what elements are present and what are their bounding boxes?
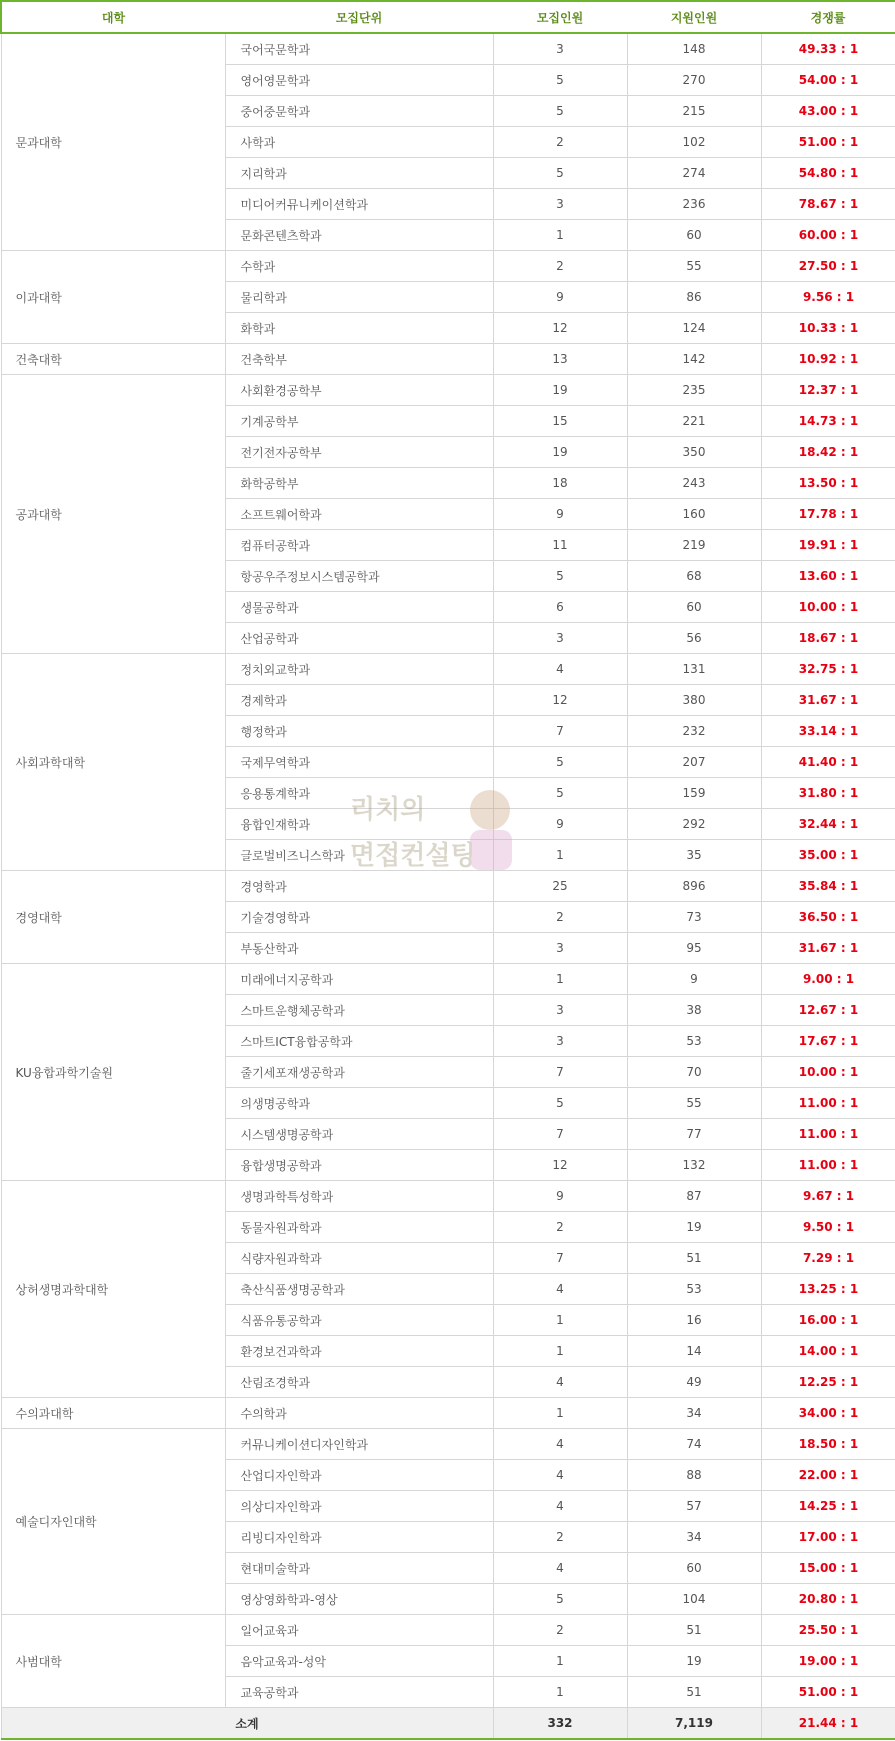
college-cell: 상허생명과학대학 bbox=[1, 1181, 225, 1398]
college-cell: 문과대학 bbox=[1, 33, 225, 251]
applicants-cell: 215 bbox=[627, 96, 761, 127]
applicants-cell: 34 bbox=[627, 1398, 761, 1429]
quota-cell: 9 bbox=[493, 282, 627, 313]
applicants-cell: 235 bbox=[627, 375, 761, 406]
ratio-cell: 17.78 : 1 bbox=[761, 499, 895, 530]
ratio-cell: 9.56 : 1 bbox=[761, 282, 895, 313]
quota-cell: 5 bbox=[493, 1584, 627, 1615]
quota-cell: 2 bbox=[493, 902, 627, 933]
quota-cell: 5 bbox=[493, 65, 627, 96]
unit-cell: 항공우주정보시스템공학과 bbox=[225, 561, 493, 592]
quota-cell: 1 bbox=[493, 964, 627, 995]
ratio-cell: 51.00 : 1 bbox=[761, 1677, 895, 1708]
ratio-cell: 19.91 : 1 bbox=[761, 530, 895, 561]
ratio-cell: 35.84 : 1 bbox=[761, 871, 895, 902]
ratio-cell: 18.42 : 1 bbox=[761, 437, 895, 468]
quota-cell: 11 bbox=[493, 530, 627, 561]
unit-cell: 미래에너지공학과 bbox=[225, 964, 493, 995]
unit-cell: 리빙디자인학과 bbox=[225, 1522, 493, 1553]
unit-cell: 전기전자공학부 bbox=[225, 437, 493, 468]
quota-cell: 2 bbox=[493, 1212, 627, 1243]
unit-cell: 산업디자인학과 bbox=[225, 1460, 493, 1491]
quota-cell: 7 bbox=[493, 1119, 627, 1150]
applicants-cell: 35 bbox=[627, 840, 761, 871]
unit-cell: 축산식품생명공학과 bbox=[225, 1274, 493, 1305]
college-cell: KU융합과학기술원 bbox=[1, 964, 225, 1181]
unit-cell: 일어교육과 bbox=[225, 1615, 493, 1646]
unit-cell: 융합생명공학과 bbox=[225, 1150, 493, 1181]
ratio-cell: 17.00 : 1 bbox=[761, 1522, 895, 1553]
quota-cell: 7 bbox=[493, 1243, 627, 1274]
college-cell: 경영대학 bbox=[1, 871, 225, 964]
applicants-cell: 87 bbox=[627, 1181, 761, 1212]
header-ratio: 경쟁률 bbox=[761, 1, 895, 33]
quota-cell: 4 bbox=[493, 1274, 627, 1305]
ratio-cell: 13.25 : 1 bbox=[761, 1274, 895, 1305]
quota-cell: 19 bbox=[493, 375, 627, 406]
applicants-cell: 49 bbox=[627, 1367, 761, 1398]
unit-cell: 교육공학과 bbox=[225, 1677, 493, 1708]
ratio-cell: 14.73 : 1 bbox=[761, 406, 895, 437]
applicants-cell: 132 bbox=[627, 1150, 761, 1181]
quota-cell: 1 bbox=[493, 1305, 627, 1336]
applicants-cell: 77 bbox=[627, 1119, 761, 1150]
applicants-cell: 88 bbox=[627, 1460, 761, 1491]
quota-cell: 9 bbox=[493, 499, 627, 530]
unit-cell: 국어국문학과 bbox=[225, 33, 493, 65]
quota-cell: 5 bbox=[493, 158, 627, 189]
ratio-cell: 35.00 : 1 bbox=[761, 840, 895, 871]
unit-cell: 환경보건과학과 bbox=[225, 1336, 493, 1367]
table-body bbox=[1, 33, 895, 1708]
applicants-cell: 55 bbox=[627, 251, 761, 282]
unit-cell: 기계공학부 bbox=[225, 406, 493, 437]
ratio-cell: 16.00 : 1 bbox=[761, 1305, 895, 1336]
applicants-cell: 270 bbox=[627, 65, 761, 96]
applicants-cell: 292 bbox=[627, 809, 761, 840]
applicants-cell: 73 bbox=[627, 902, 761, 933]
ratio-cell: 20.80 : 1 bbox=[761, 1584, 895, 1615]
quota-cell: 1 bbox=[493, 1677, 627, 1708]
quota-cell: 12 bbox=[493, 313, 627, 344]
unit-cell: 생물공학과 bbox=[225, 592, 493, 623]
ratio-cell: 9.00 : 1 bbox=[761, 964, 895, 995]
table-row bbox=[1, 33, 895, 65]
applicants-cell: 74 bbox=[627, 1429, 761, 1460]
table-row bbox=[1, 964, 895, 995]
applicants-cell: 219 bbox=[627, 530, 761, 561]
applicants-cell: 53 bbox=[627, 1026, 761, 1057]
unit-cell: 중어중문학과 bbox=[225, 96, 493, 127]
applicants-cell: 70 bbox=[627, 1057, 761, 1088]
ratio-cell: 12.67 : 1 bbox=[761, 995, 895, 1026]
header-row bbox=[1, 1, 895, 33]
ratio-cell: 51.00 : 1 bbox=[761, 127, 895, 158]
quota-cell: 2 bbox=[493, 251, 627, 282]
table-row bbox=[1, 375, 895, 406]
quota-cell: 5 bbox=[493, 747, 627, 778]
unit-cell: 생명과학특성학과 bbox=[225, 1181, 493, 1212]
ratio-cell: 13.50 : 1 bbox=[761, 468, 895, 499]
unit-cell: 현대미술학과 bbox=[225, 1553, 493, 1584]
total-applicants: 7,119 bbox=[627, 1708, 761, 1740]
unit-cell: 산업공학과 bbox=[225, 623, 493, 654]
ratio-cell: 60.00 : 1 bbox=[761, 220, 895, 251]
unit-cell: 정치외교학과 bbox=[225, 654, 493, 685]
college-cell: 건축대학 bbox=[1, 344, 225, 375]
unit-cell: 경영학과 bbox=[225, 871, 493, 902]
unit-cell: 화학공학부 bbox=[225, 468, 493, 499]
ratio-cell: 17.67 : 1 bbox=[761, 1026, 895, 1057]
ratio-cell: 34.00 : 1 bbox=[761, 1398, 895, 1429]
unit-cell: 문화콘텐츠학과 bbox=[225, 220, 493, 251]
applicants-cell: 51 bbox=[627, 1677, 761, 1708]
ratio-cell: 49.33 : 1 bbox=[761, 33, 895, 65]
unit-cell: 산림조경학과 bbox=[225, 1367, 493, 1398]
unit-cell: 식품유통공학과 bbox=[225, 1305, 493, 1336]
total-ratio: 21.44 : 1 bbox=[761, 1708, 895, 1740]
applicants-cell: 102 bbox=[627, 127, 761, 158]
quota-cell: 25 bbox=[493, 871, 627, 902]
unit-cell: 행정학과 bbox=[225, 716, 493, 747]
unit-cell: 화학과 bbox=[225, 313, 493, 344]
ratio-cell: 33.14 : 1 bbox=[761, 716, 895, 747]
applicants-cell: 350 bbox=[627, 437, 761, 468]
applicants-cell: 221 bbox=[627, 406, 761, 437]
quota-cell: 5 bbox=[493, 778, 627, 809]
unit-cell: 국제무역학과 bbox=[225, 747, 493, 778]
quota-cell: 5 bbox=[493, 1088, 627, 1119]
college-cell: 사범대학 bbox=[1, 1615, 225, 1708]
table-footer bbox=[1, 1708, 895, 1740]
ratio-cell: 54.80 : 1 bbox=[761, 158, 895, 189]
quota-cell: 5 bbox=[493, 96, 627, 127]
quota-cell: 2 bbox=[493, 1615, 627, 1646]
applicants-cell: 142 bbox=[627, 344, 761, 375]
unit-cell: 수의학과 bbox=[225, 1398, 493, 1429]
applicants-cell: 53 bbox=[627, 1274, 761, 1305]
unit-cell: 미디어커뮤니케이션학과 bbox=[225, 189, 493, 220]
applicants-cell: 55 bbox=[627, 1088, 761, 1119]
quota-cell: 13 bbox=[493, 344, 627, 375]
applicants-cell: 131 bbox=[627, 654, 761, 685]
table-row bbox=[1, 1615, 895, 1646]
ratio-cell: 41.40 : 1 bbox=[761, 747, 895, 778]
ratio-cell: 31.80 : 1 bbox=[761, 778, 895, 809]
ratio-cell: 11.00 : 1 bbox=[761, 1088, 895, 1119]
ratio-cell: 13.60 : 1 bbox=[761, 561, 895, 592]
unit-cell: 의상디자인학과 bbox=[225, 1491, 493, 1522]
total-row bbox=[1, 1708, 895, 1740]
applicants-cell: 19 bbox=[627, 1212, 761, 1243]
unit-cell: 영어영문학과 bbox=[225, 65, 493, 96]
quota-cell: 3 bbox=[493, 623, 627, 654]
unit-cell: 응용통계학과 bbox=[225, 778, 493, 809]
quota-cell: 2 bbox=[493, 1522, 627, 1553]
applicants-cell: 207 bbox=[627, 747, 761, 778]
table-header bbox=[1, 1, 895, 33]
quota-cell: 4 bbox=[493, 1491, 627, 1522]
unit-cell: 스마트운행체공학과 bbox=[225, 995, 493, 1026]
ratio-cell: 32.44 : 1 bbox=[761, 809, 895, 840]
applicants-cell: 274 bbox=[627, 158, 761, 189]
quota-cell: 15 bbox=[493, 406, 627, 437]
unit-cell: 영상영화학과-영상 bbox=[225, 1584, 493, 1615]
unit-cell: 물리학과 bbox=[225, 282, 493, 313]
total-quota: 332 bbox=[493, 1708, 627, 1740]
quota-cell: 1 bbox=[493, 1336, 627, 1367]
quota-cell: 9 bbox=[493, 1181, 627, 1212]
applicants-cell: 160 bbox=[627, 499, 761, 530]
unit-cell: 부동산학과 bbox=[225, 933, 493, 964]
unit-cell: 수학과 bbox=[225, 251, 493, 282]
ratio-cell: 27.50 : 1 bbox=[761, 251, 895, 282]
unit-cell: 커뮤니케이션디자인학과 bbox=[225, 1429, 493, 1460]
applicants-cell: 124 bbox=[627, 313, 761, 344]
unit-cell: 의생명공학과 bbox=[225, 1088, 493, 1119]
applicants-cell: 9 bbox=[627, 964, 761, 995]
ratio-cell: 10.00 : 1 bbox=[761, 1057, 895, 1088]
applicants-cell: 51 bbox=[627, 1615, 761, 1646]
header-quota: 모집인원 bbox=[493, 1, 627, 33]
unit-cell: 식량자원과학과 bbox=[225, 1243, 493, 1274]
applicants-cell: 60 bbox=[627, 220, 761, 251]
quota-cell: 12 bbox=[493, 1150, 627, 1181]
header-unit: 모집단위 bbox=[225, 1, 493, 33]
ratio-cell: 31.67 : 1 bbox=[761, 933, 895, 964]
table-row bbox=[1, 1398, 895, 1429]
applicants-cell: 56 bbox=[627, 623, 761, 654]
college-cell: 예술디자인대학 bbox=[1, 1429, 225, 1615]
header-college: 대학 bbox=[1, 1, 225, 33]
applicants-cell: 38 bbox=[627, 995, 761, 1026]
ratio-cell: 18.50 : 1 bbox=[761, 1429, 895, 1460]
quota-cell: 3 bbox=[493, 33, 627, 65]
ratio-cell: 36.50 : 1 bbox=[761, 902, 895, 933]
ratio-cell: 10.92 : 1 bbox=[761, 344, 895, 375]
applicants-cell: 60 bbox=[627, 592, 761, 623]
unit-cell: 경제학과 bbox=[225, 685, 493, 716]
applicants-cell: 95 bbox=[627, 933, 761, 964]
quota-cell: 7 bbox=[493, 716, 627, 747]
ratio-cell: 7.29 : 1 bbox=[761, 1243, 895, 1274]
applicants-cell: 68 bbox=[627, 561, 761, 592]
ratio-cell: 10.33 : 1 bbox=[761, 313, 895, 344]
quota-cell: 4 bbox=[493, 654, 627, 685]
ratio-cell: 15.00 : 1 bbox=[761, 1553, 895, 1584]
ratio-cell: 11.00 : 1 bbox=[761, 1150, 895, 1181]
table-row bbox=[1, 344, 895, 375]
ratio-cell: 32.75 : 1 bbox=[761, 654, 895, 685]
ratio-cell: 9.67 : 1 bbox=[761, 1181, 895, 1212]
applicants-cell: 86 bbox=[627, 282, 761, 313]
quota-cell: 4 bbox=[493, 1367, 627, 1398]
ratio-cell: 22.00 : 1 bbox=[761, 1460, 895, 1491]
quota-cell: 1 bbox=[493, 840, 627, 871]
applicants-cell: 148 bbox=[627, 33, 761, 65]
ratio-cell: 78.67 : 1 bbox=[761, 189, 895, 220]
applicants-cell: 159 bbox=[627, 778, 761, 809]
applicants-cell: 51 bbox=[627, 1243, 761, 1274]
ratio-cell: 10.00 : 1 bbox=[761, 592, 895, 623]
quota-cell: 3 bbox=[493, 189, 627, 220]
table-row bbox=[1, 1181, 895, 1212]
ratio-cell: 19.00 : 1 bbox=[761, 1646, 895, 1677]
applicants-cell: 57 bbox=[627, 1491, 761, 1522]
quota-cell: 5 bbox=[493, 561, 627, 592]
quota-cell: 4 bbox=[493, 1429, 627, 1460]
unit-cell: 지리학과 bbox=[225, 158, 493, 189]
unit-cell: 시스템생명공학과 bbox=[225, 1119, 493, 1150]
college-cell: 수의과대학 bbox=[1, 1398, 225, 1429]
unit-cell: 음악교육과-성악 bbox=[225, 1646, 493, 1677]
ratio-cell: 43.00 : 1 bbox=[761, 96, 895, 127]
unit-cell: 스마트ICT융합공학과 bbox=[225, 1026, 493, 1057]
quota-cell: 12 bbox=[493, 685, 627, 716]
ratio-cell: 25.50 : 1 bbox=[761, 1615, 895, 1646]
college-cell: 공과대학 bbox=[1, 375, 225, 654]
table-row bbox=[1, 1429, 895, 1460]
unit-cell: 소프트웨어학과 bbox=[225, 499, 493, 530]
quota-cell: 19 bbox=[493, 437, 627, 468]
ratio-cell: 12.25 : 1 bbox=[761, 1367, 895, 1398]
unit-cell: 동물자원과학과 bbox=[225, 1212, 493, 1243]
quota-cell: 1 bbox=[493, 1398, 627, 1429]
quota-cell: 9 bbox=[493, 809, 627, 840]
college-cell: 사회과학대학 bbox=[1, 654, 225, 871]
unit-cell: 사학과 bbox=[225, 127, 493, 158]
ratio-cell: 54.00 : 1 bbox=[761, 65, 895, 96]
unit-cell: 컴퓨터공학과 bbox=[225, 530, 493, 561]
ratio-cell: 9.50 : 1 bbox=[761, 1212, 895, 1243]
quota-cell: 7 bbox=[493, 1057, 627, 1088]
applicants-cell: 19 bbox=[627, 1646, 761, 1677]
ratio-cell: 11.00 : 1 bbox=[761, 1119, 895, 1150]
quota-cell: 18 bbox=[493, 468, 627, 499]
ratio-cell: 14.25 : 1 bbox=[761, 1491, 895, 1522]
quota-cell: 3 bbox=[493, 1026, 627, 1057]
applicants-cell: 34 bbox=[627, 1522, 761, 1553]
ratio-cell: 12.37 : 1 bbox=[761, 375, 895, 406]
unit-cell: 글로벌비즈니스학과 bbox=[225, 840, 493, 871]
quota-cell: 1 bbox=[493, 220, 627, 251]
quota-cell: 2 bbox=[493, 127, 627, 158]
quota-cell: 3 bbox=[493, 933, 627, 964]
ratio-cell: 31.67 : 1 bbox=[761, 685, 895, 716]
svg-text:면접컨설팅: 면접컨설팅 bbox=[350, 841, 476, 871]
total-label: 소계 bbox=[1, 1708, 493, 1740]
applicants-cell: 60 bbox=[627, 1553, 761, 1584]
applicants-cell: 104 bbox=[627, 1584, 761, 1615]
ratio-cell: 18.67 : 1 bbox=[761, 623, 895, 654]
applicants-cell: 14 bbox=[627, 1336, 761, 1367]
applicants-cell: 232 bbox=[627, 716, 761, 747]
unit-cell: 건축학부 bbox=[225, 344, 493, 375]
unit-cell: 줄기세포재생공학과 bbox=[225, 1057, 493, 1088]
quota-cell: 3 bbox=[493, 995, 627, 1026]
unit-cell: 기술경영학과 bbox=[225, 902, 493, 933]
college-cell: 이과대학 bbox=[1, 251, 225, 344]
unit-cell: 융합인재학과 bbox=[225, 809, 493, 840]
unit-cell: 사회환경공학부 bbox=[225, 375, 493, 406]
applicants-cell: 380 bbox=[627, 685, 761, 716]
applicants-cell: 16 bbox=[627, 1305, 761, 1336]
table-row bbox=[1, 871, 895, 902]
header-applicants: 지원인원 bbox=[627, 1, 761, 33]
applicants-cell: 236 bbox=[627, 189, 761, 220]
quota-cell: 4 bbox=[493, 1553, 627, 1584]
quota-cell: 6 bbox=[493, 592, 627, 623]
quota-cell: 4 bbox=[493, 1460, 627, 1491]
applicants-cell: 243 bbox=[627, 468, 761, 499]
table-row bbox=[1, 654, 895, 685]
ratio-cell: 14.00 : 1 bbox=[761, 1336, 895, 1367]
table-row bbox=[1, 251, 895, 282]
applicants-cell: 896 bbox=[627, 871, 761, 902]
quota-cell: 1 bbox=[493, 1646, 627, 1677]
svg-text:리치의: 리치의 bbox=[350, 795, 426, 825]
